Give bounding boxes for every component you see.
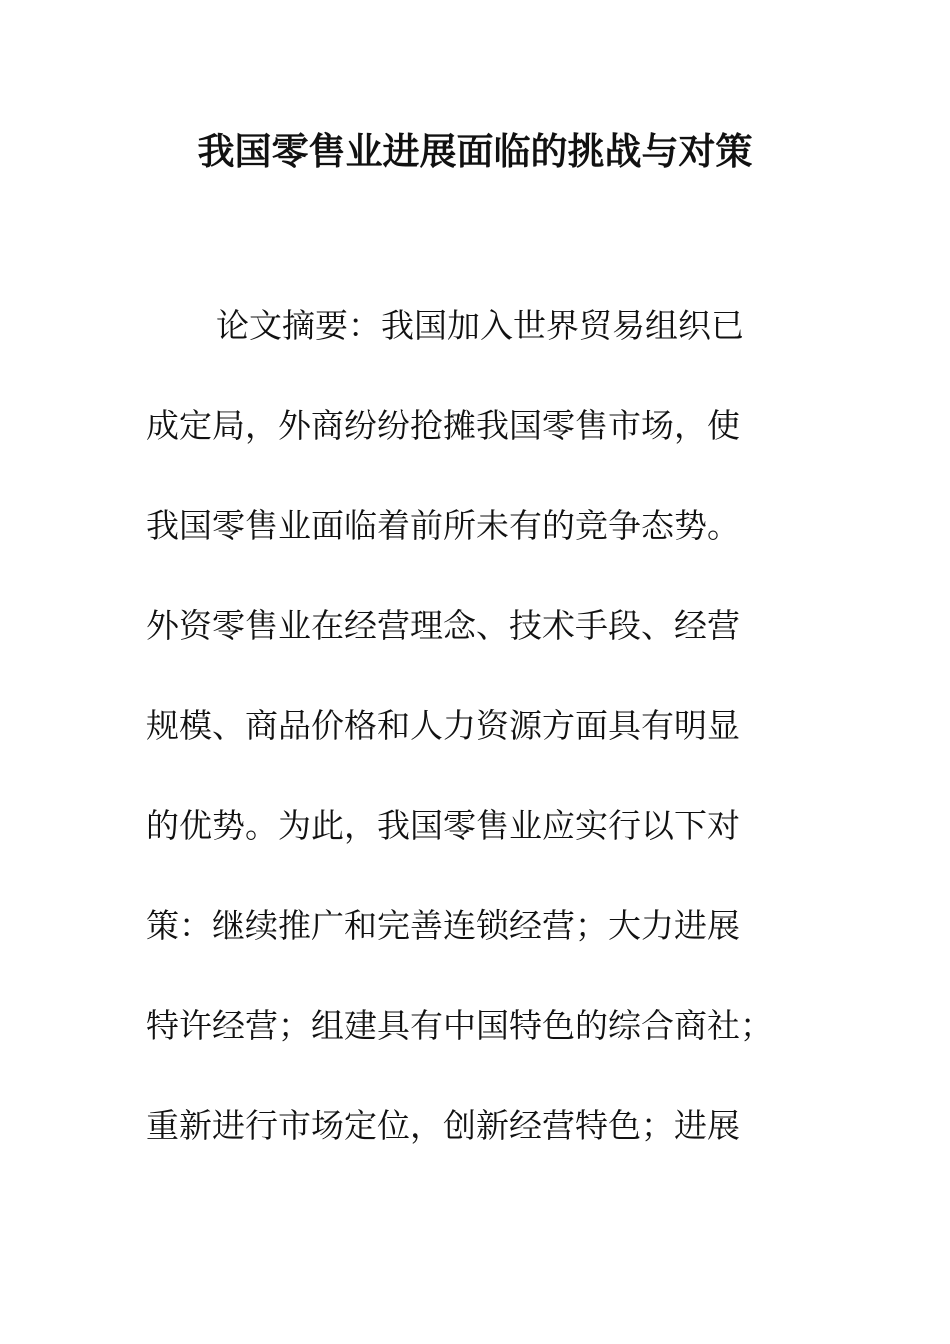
body-line: 论文摘要：我国加入世界贸易组织已 [216,306,744,345]
body-line: 重新进行市场定位，创新经营特色；进展 [146,1106,740,1145]
body-line: 特许经营；组建具有中国特色的综合商社； [146,1006,773,1045]
body-line: 策：继续推广和完善连锁经营；大力进展 [146,906,740,945]
body-line: 外资零售业在经营理念、技术手段、经营 [146,606,740,645]
body-line: 成定局，外商纷纷抢摊我国零售市场，使 [146,406,740,445]
body-line: 规模、商品价格和人力资源方面具有明显 [146,706,740,745]
document-title: 我国零售业进展面临的挑战与对策 [197,130,753,173]
body-line: 我国零售业面临着前所未有的竞争态势。 [146,506,740,545]
body-line: 的优势。为此，我国零售业应实行以下对 [146,806,740,845]
